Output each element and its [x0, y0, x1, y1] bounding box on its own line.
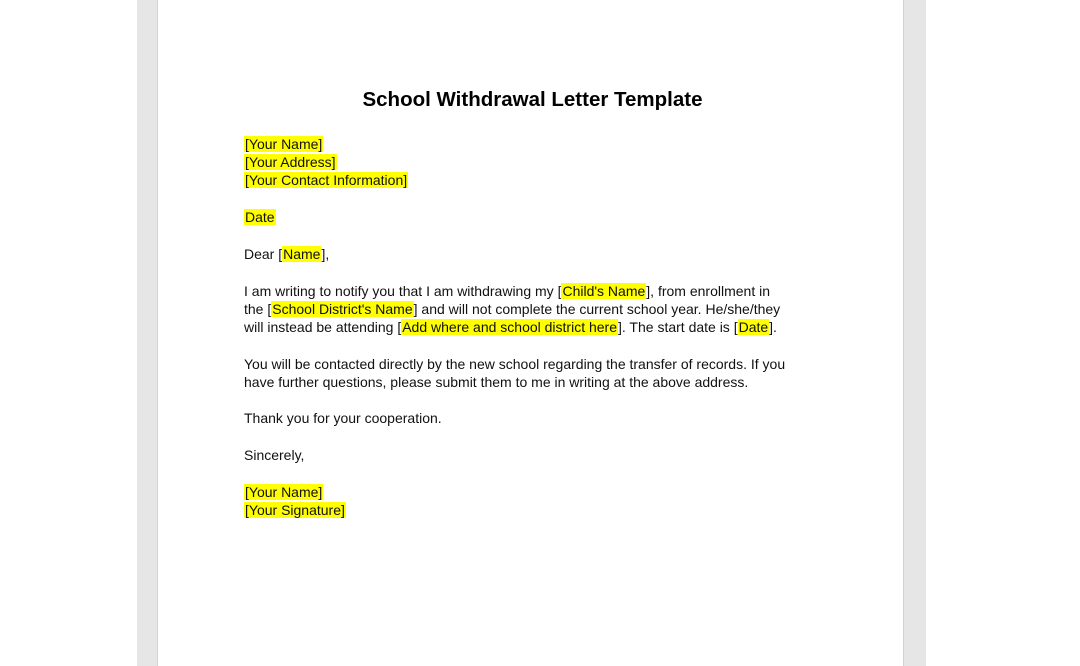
greeting-prefix: Dear [	[244, 246, 283, 262]
para2-line1: You will be contacted directly by the new school regarding the transfer of records. If you	[244, 356, 786, 372]
signature-name-line	[244, 483, 323, 501]
sender-name-line	[244, 135, 323, 153]
sender-contact-line	[244, 171, 408, 189]
signature-name: [Your Name]	[245, 484, 323, 500]
text-run: I am writing to notify you that I am withdrawing my [	[244, 283, 562, 299]
sender-contact: [Your Contact Information]	[245, 172, 408, 188]
date-field: Date	[245, 209, 275, 225]
sender-address-line	[244, 153, 337, 171]
para2-line2: have further questions, please submit them to me in writing at the above address.	[244, 374, 749, 390]
para1-line3	[244, 318, 777, 336]
text-run: ].	[769, 319, 777, 335]
text-run: will instead be attending [	[244, 319, 402, 335]
para1-line2	[244, 300, 780, 318]
school-district-name: School District's Name	[272, 301, 413, 317]
text-run: the [	[244, 301, 272, 317]
sender-address: [Your Address]	[245, 154, 336, 170]
para1-line1	[244, 282, 770, 300]
recipient-name: Name	[283, 246, 321, 262]
text-run: ]. The start date is [	[618, 319, 738, 335]
closing-line: Sincerely,	[244, 447, 305, 463]
start-date-placeholder: Date	[738, 319, 769, 335]
thanks-line: Thank you for your cooperation.	[244, 410, 442, 426]
document-title: School Withdrawal Letter Template	[362, 88, 703, 111]
text-run: ] and will not complete the current school year. He/she/they	[413, 301, 781, 317]
childs-name: Child's Name	[562, 283, 646, 299]
text-run: ], from enrollment in	[646, 283, 770, 299]
sender-name: [Your Name]	[245, 136, 323, 152]
greeting-line	[244, 245, 329, 263]
left-page-gutter	[137, 0, 158, 666]
signature-placeholder: [Your Signature]	[245, 502, 345, 518]
greeting-suffix: ],	[321, 246, 330, 262]
document-page	[158, 0, 903, 666]
new-school-placeholder: Add where and school district here	[402, 319, 618, 335]
signature-sign-line	[244, 501, 346, 519]
date-line	[244, 208, 276, 226]
right-page-gutter	[903, 0, 926, 666]
